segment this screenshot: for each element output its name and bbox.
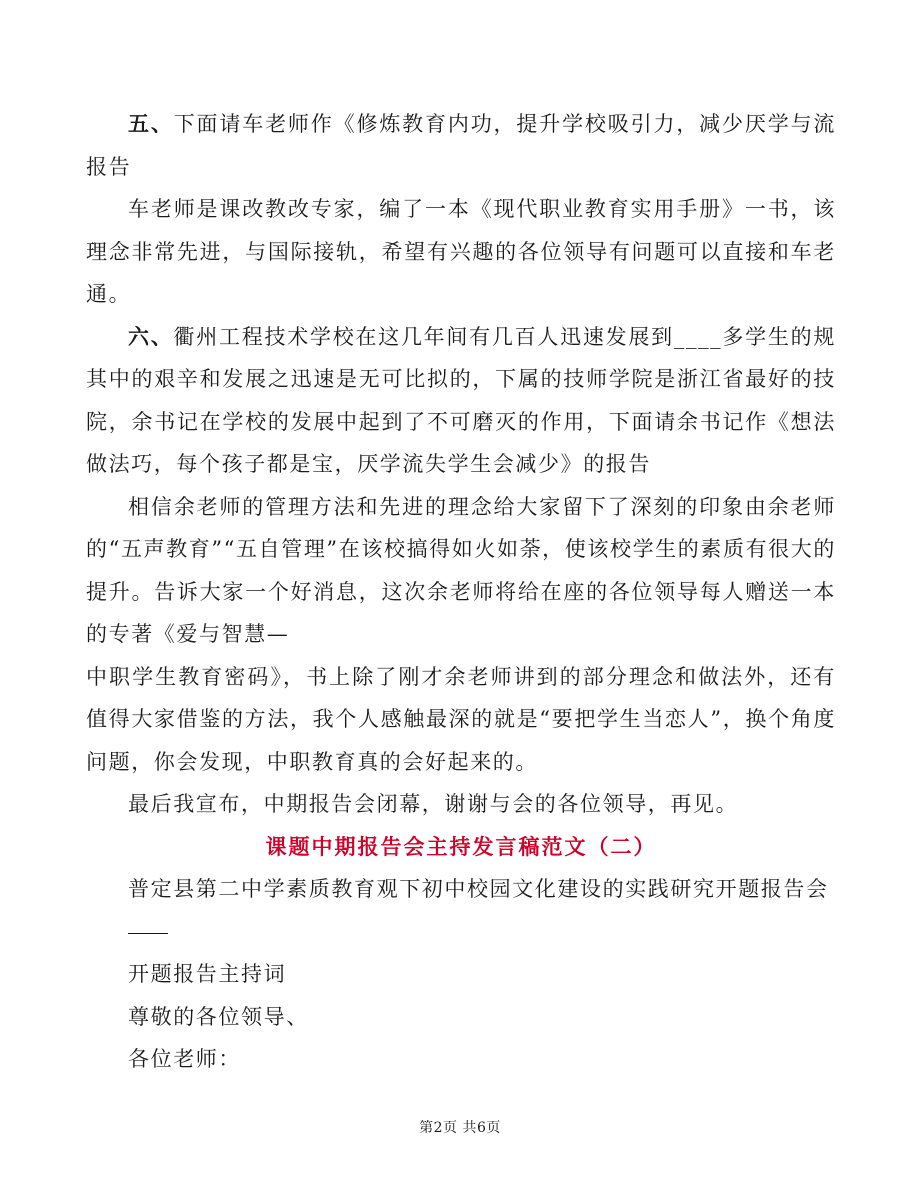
document-body bbox=[86, 103, 836, 1081]
paragraph-6-desc-line-6: 值得大家借鉴的方法，我个人感触最深的就是“要把学生当恋人”，换个角度 bbox=[86, 707, 836, 731]
subtitle-continuation-rule bbox=[86, 911, 836, 954]
paragraph-5-desc-line-1: 车老师是课改教改专家，编了一本《现代职业教育实用手册》一书，该 bbox=[128, 197, 836, 221]
section-number-5: 五、 bbox=[128, 111, 174, 136]
greeting-line-1: 尊敬的各位领导、 bbox=[128, 1004, 309, 1029]
paragraph-6-desc-line-3: 提升。告诉大家一个好消息，这次余老师将给在座的各位领导每人赠送一本 bbox=[86, 579, 836, 604]
paragraph-6-desc-line-4: 的专著《爱与智慧— bbox=[86, 622, 290, 646]
paragraph-6-desc-line-5: 中职学生教育密码》，书上除了刚才余老师讲到的部分理念和做法外，还有 bbox=[86, 664, 836, 689]
section-subtitle: 普定县第二中学素质教育观下初中校园文化建设的实践研究开题报告会 bbox=[128, 877, 829, 901]
paragraph-5-desc-line-3: 通。 bbox=[86, 282, 132, 306]
page-footer: 第2页 共6页 bbox=[419, 1120, 501, 1136]
host-words-heading: 开题报告主持词 bbox=[128, 962, 287, 986]
closing-statement: 最后我宣布，中期报告会闭幕，谢谢与会的各位领导，再见。 bbox=[128, 792, 739, 816]
paragraph-6-desc-line-7: 问题，你会发现，中职教育真的会好起来的。 bbox=[86, 749, 538, 774]
section-number-6: 六、 bbox=[128, 323, 174, 349]
paragraph-6-line-2: 其中的艰辛和发展之迅速是无可比拟的，下属的技师学院是浙江省最好的技 bbox=[86, 367, 836, 391]
paragraph-6-line-3: 院，余书记在学校的发展中起到了不可磨灭的作用，下面请余书记作《想法 bbox=[86, 409, 836, 434]
paragraph-6-desc-line-1: 相信余老师的管理方法和先进的理念给大家留下了深刻的印象由余老师 bbox=[128, 494, 836, 519]
paragraph-6-text: 衢州工程技术学校在这几年间有几百人迅速发展到____多学生的规 bbox=[173, 324, 836, 349]
blank-rule bbox=[128, 933, 168, 934]
paragraph-6-line-4: 做法巧，每个孩子都是宝，厌学流失学生会减少》的报告 bbox=[86, 452, 651, 476]
paragraph-5-line-1 bbox=[86, 103, 836, 146]
greeting-line-2: 各位老师： bbox=[128, 1047, 241, 1071]
paragraph-5-text: 下面请车老师作《修炼教育内功，提升学校吸引力，减少厌学与流 bbox=[173, 112, 836, 136]
paragraph-5-desc-line-2: 理念非常先进，与国际接轨，希望有兴趣的各位领导有问题可以直接和车老 bbox=[86, 239, 836, 264]
section-title: 课题中期报告会主持发言稿范文（二） bbox=[265, 833, 657, 859]
paragraph-6-line-1 bbox=[86, 316, 836, 359]
paragraph-6-desc-line-2: 的“五声教育”“五自管理”在该校搞得如火如荼，使该校学生的素质有很大的 bbox=[86, 537, 836, 561]
paragraph-5-line-2: 报告 bbox=[86, 154, 132, 179]
